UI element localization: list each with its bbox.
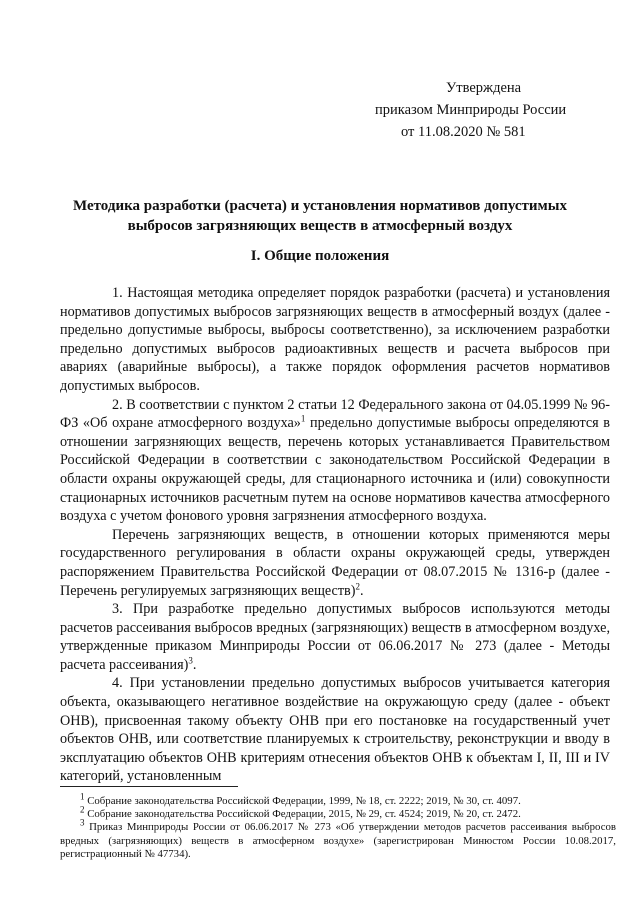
paragraph-2 bbox=[60, 396, 610, 526]
footnote-ref-2: 2 bbox=[355, 580, 360, 591]
footnote-2 bbox=[60, 804, 616, 821]
approval-line-2: приказом Минприроды России bbox=[375, 102, 567, 118]
title-line-2: выбросов загрязняющих веществ в атмосферный воздух bbox=[127, 218, 513, 234]
paragraph-3 bbox=[60, 526, 610, 600]
document-title bbox=[60, 196, 580, 236]
footnote-ref-1: 1 bbox=[300, 413, 306, 424]
footnote-3-mark: 3 bbox=[80, 817, 85, 828]
footnote-2-text: Собрание законодательства Российской Федерации, 2015, № 29, ст. 4524; 2019, № 20, ст. 2472. bbox=[84, 808, 521, 821]
paragraph-2-text-b: предельно допустимые выбросы определяются в отношении загрязняющих веществ, перечень которых устанавливается Правительством Российской Федерации в соответствии с законодательством Российской Федерации в области охраны окружающей среды, для стационарного источника и (или) совокупности стационарных источников расчетным путем на основе нормативов качества атмосферного воздуха с учетом фонового уровня загрязнения атмосферного воздуха. bbox=[60, 415, 610, 525]
footnote-3 bbox=[60, 817, 616, 861]
footnote-ref-3: 3 bbox=[188, 655, 193, 666]
paragraph-4-text-b: . bbox=[192, 656, 197, 673]
footnotes bbox=[60, 791, 616, 861]
paragraph-2-text-a: 2. В соответствии с пунктом 2 статьи 12 Федерального закона от 04.05.1999 № 96-ФЗ «Об охране атмосферного воздуха» bbox=[60, 396, 610, 432]
paragraph-3-text-a: Перечень загрязняющих веществ, в отношении которых применяются меры государственного регулирования в области охраны окружающей среды, утвержден распоряжением Правительства Российской Федерации от 08.07.2015 № 1316-р (далее - Перечень регулируемых загрязняющих веществ) bbox=[60, 526, 610, 599]
footnote-3-text: Приказ Минприроды России от 06.06.2017 № 273 «Об утверждении методов расчетов рассеивания выбросов вредных (загрязняющих) веществ в атмосферном воздухе» (зарегистрирован Минюстом России 10.08.2017, регистрационный № 47734). bbox=[60, 821, 616, 860]
paragraph-1: 1. Настоящая методика определяет порядок разработки (расчета) и установления нормативов допустимых выбросов загрязняющих веществ в атмосферный воздух (далее - предельно допустимые выбросы, выбросы соответственно), за исключением разработки предельно допустимых выбросов радиоактивных веществ и расчета выбросов при авариях (аварийные выбросы), а также порядок оформления расчетов нормативов допустимых выбросов. bbox=[60, 285, 610, 394]
paragraph-3-text-b: . bbox=[359, 582, 364, 599]
paragraph-4 bbox=[60, 600, 610, 674]
title-line-1: Методика разработки (расчета) и установления нормативов допустимых bbox=[73, 198, 567, 214]
approval-line-1: Утверждена bbox=[446, 80, 522, 96]
footnote-1-text: Собрание законодательства Российской Федерации, 1999, № 18, ст. 2222; 2019, № 30, ст. 4097. bbox=[84, 795, 521, 807]
section-heading: I. Общие положения bbox=[250, 248, 390, 264]
paragraph-4-text-a: 3. При разработке предельно допустимых выбросов используются методы расчетов рассеивания выбросов вредных (загрязняющих) веществ в атмосферном воздухе, утвержденные приказом Минприроды России от 06.06.2017 № 273 (далее - Методы расчета рассеивания) bbox=[60, 601, 610, 673]
footnote-1 bbox=[60, 791, 616, 808]
footnote-2-mark: 2 bbox=[80, 804, 85, 815]
footnote-1-mark: 1 bbox=[80, 791, 85, 802]
paragraph-5: 4. При установлении предельно допустимых выбросов учитывается категория объекта, оказывающего негативное воздействие на окружающую среду (далее - объект ОНВ), присвоенная такому объекту ОНВ при его постановке на государственный учет объектов ОНВ, или соответствие планируемых к строительству, реконструкции и вводу в эксплуатацию объектов ОНВ критериям отнесения объектов ОНВ к объектам I, II, III и IV категорий, установленным bbox=[60, 675, 610, 785]
approval-line-3: от 11.08.2020 № 581 bbox=[401, 124, 526, 140]
document-body bbox=[60, 284, 610, 786]
footnote-divider bbox=[60, 786, 238, 787]
